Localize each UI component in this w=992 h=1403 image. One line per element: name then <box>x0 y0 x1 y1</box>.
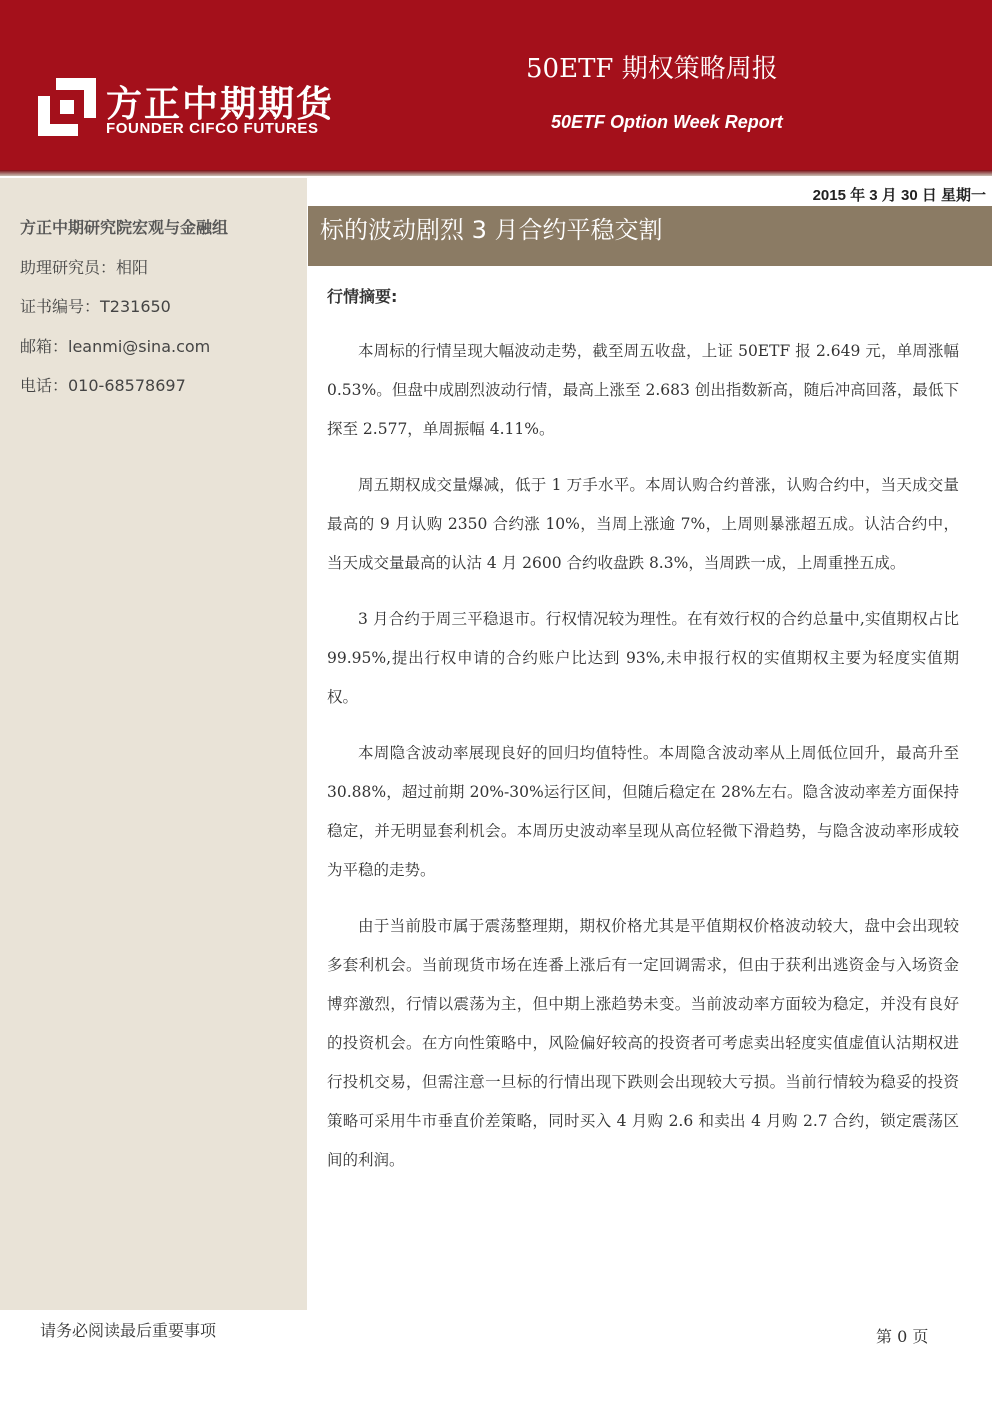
report-date: 2015 年 3 月 30 日 星期一 <box>812 187 986 204</box>
paragraph: 由于当前股市属于震荡整理期，期权价格尤其是平值期权价格波动较大，盘中会出现较多套利机会。当前现货市场在连番上涨后有一定回调需求，但由于获利出逃资金与入场资金博弈激烈，行情以震荡为主，但中期上涨趋势未变。当前波动率方面较为稳定，并没有良好的投资机会。在方向性策略中，风险偏好较高的投资者可考虑卖出轻度实值虚值认沽期权进行投机交易，但需注意一旦标的行情出现下跌则会出现较大亏损。当前行情较为稳妥的投资策略可采用牛市垂直价差策略，同时买入 4 月购 2.6 和卖出 4 月购 2.7 合约，锁定震荡区间的利润。 <box>327 917 959 1169</box>
page-number: 第 0 页 <box>876 1327 929 1346</box>
analyst-name: 助理研究员：相阳 <box>20 258 149 277</box>
paragraph: 本周标的行情呈现大幅波动走势，截至周五收盘，上证 50ETF 报 2.649 元，单周涨幅 0.53%。但盘中成剧烈波动行情，最高上涨至 2.683 创出指数新高，随后冲高回落，最低下探至 2.577，单周振幅 4.11%。 <box>327 342 959 438</box>
analyst-email: 邮箱：leanmi@sina.com <box>20 337 211 356</box>
report-body <box>327 283 959 1197</box>
report-subtitle: 50ETF Option Week Report <box>551 112 783 132</box>
company-name-en: FOUNDER CIFCO FUTURES <box>106 120 319 137</box>
founder-logo-icon <box>38 78 96 136</box>
section-title: 行情摘要: <box>327 287 398 306</box>
company-name-cn: 方正中期期货 <box>106 84 335 125</box>
paragraph: 本周隐含波动率展现良好的回归均值特性。本周隐含波动率从上周低位回升，最高升至 30.88%，超过前期 20%-30%运行区间，但随后稳定在 28%左右。隐含波动率差方面保持稳定，并无明显套利机会。本周历史波动率呈现从高位轻微下滑趋势，与隐含波动率形成较为平稳的走势。 <box>327 744 959 879</box>
analyst-phone: 电话：010-68578697 <box>20 376 186 395</box>
paragraph: 周五期权成交量爆减，低于 1 万手水平。本周认购合约普涨，认购合约中，当天成交量最高的 9 月认购 2350 合约涨 10%，当周上涨逾 7%，上周则暴涨超五成。认沽合约中，当天成交量最高的认沽 4 月 2600 合约收盘跌 8.3%，当周跌一成，上周重挫五成。 <box>327 476 959 572</box>
certificate-number: 证书编号：T231650 <box>20 297 171 316</box>
research-group: 方正中期研究院宏观与金融组 <box>20 218 229 237</box>
disclaimer-note: 请务必阅读最后重要事项 <box>40 1321 217 1340</box>
analyst-sidebar <box>0 178 307 1310</box>
header-divider <box>0 170 992 176</box>
report-title: 50ETF 期权策略周报 <box>526 54 778 84</box>
paragraph: 3 月合约于周三平稳退市。行权情况较为理性。在有效行权的合约总量中,实值期权占比 99.95%,提出行权申请的合约账户比达到 93%,未申报行权的实值期权主要为轻度实值期权。 <box>327 610 959 706</box>
headline: 标的波动剧烈 3 月合约平稳交割 <box>320 216 663 244</box>
